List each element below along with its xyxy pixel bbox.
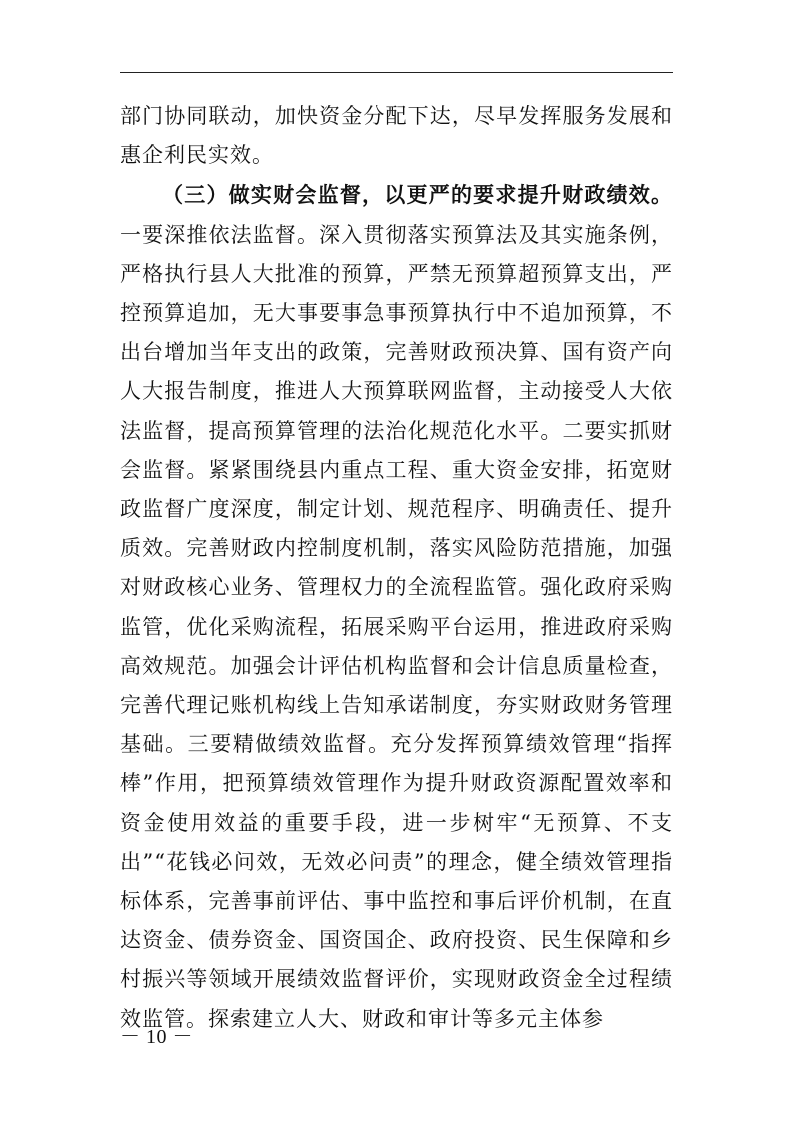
section-heading: （三）做实财会监督，以更严的要求提升财政绩效。 bbox=[162, 182, 673, 208]
header-rule bbox=[120, 72, 673, 73]
paragraph-text: 部门协同联动，加快资金分配下达，尽早发挥服务发展和惠企利民实效。 bbox=[120, 104, 673, 168]
page-number: － 10 － bbox=[120, 1026, 193, 1048]
paragraph-section-3 bbox=[120, 175, 673, 1038]
paragraph-text: 一要深推依法监督。深入贯彻落实预算法及其实施条例，严格执行县人大批准的预算，严禁无预算超预算支出，严控预算追加，无大事要事急事预算执行中不追加预算，不出台增加当年支出的政策，完善财政预决算、国有资产向人大报告制度，推进人大预算联网监督，主动接受人大依法监督，提高预算管理的法治化规范化水平。二要实抓财会监督。紧紧围绕县内重点工程、重大资金安排，拓宽财政监督广度深度，制定计划、规范程序、明确责任、提升质效。完善财政内控制度机制，落实风险防范措施，加强对财政核心业务、管理权力的全流程监管。强化政府采购监管，优化采购流程，拓展采购平台运用，推进政府采购高效规范。加强会计评估机构监督和会计信息质量检查，完善代理记账机构线上告知承诺制度，夯实财政财务管理基础。三要精做绩效监督。充分发挥预算绩效管理“指挥棒”作用，把预算绩效管理作为提升财政资源配置效率和资金使用效益的重要手段，进一步树牢“无预算、不支出”“花钱必问效，无效必问责”的理念，健全绩效管理指标体系，完善事前评估、事中监控和事后评价机制，在直达资金、债券资金、国资国企、政府投资、民生保障和乡村振兴等领域开展绩效监督评价，实现财政资金全过程绩效监管。探索建立人大、财政和审计等多元主体参 bbox=[120, 222, 673, 1031]
document-body bbox=[120, 97, 673, 1039]
paragraph-continued bbox=[120, 97, 673, 175]
